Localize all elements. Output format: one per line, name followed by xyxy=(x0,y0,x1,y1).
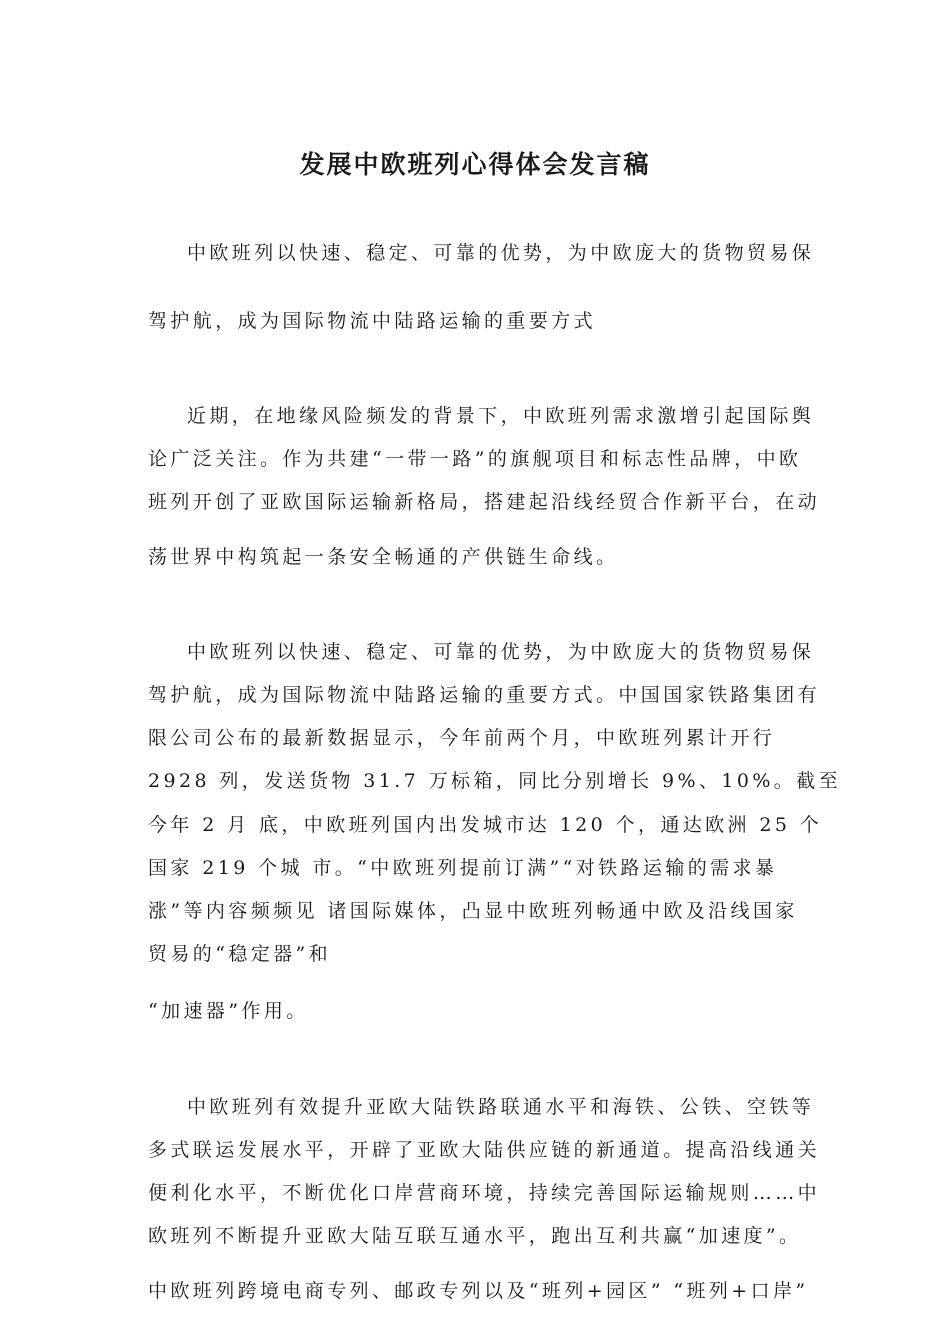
paragraph-2-line-4: 荡世界中构筑起一条安全畅通的产供链生命线。 xyxy=(148,546,619,568)
paragraph-3-line-3: 限公司公布的最新数据显示，今年前两个月，中欧班列累计开行 xyxy=(148,727,776,749)
paragraph-1-line-1: 中欧班列以快速、稳定、可靠的优势，为中欧庞大的货物贸易保 xyxy=(187,242,815,264)
paragraph-3-line-5: 今年 2 月 底，中欧班列国内出发城市达 120 个，通达欧洲 25 个 xyxy=(148,814,823,836)
paragraph-3-line-8: 贸易的“稳定器”和 xyxy=(148,943,332,965)
document-title: 发展中欧班列心得体会发言稿 xyxy=(299,150,651,179)
paragraph-3-line-2: 驾护航，成为国际物流中陆路运输的重要方式。中国国家铁路集团有 xyxy=(148,684,821,706)
paragraph-3-line-7: 涨”等内容频频见 诸国际媒体，凸显中欧班列畅通中欧及沿线国家 xyxy=(148,900,798,922)
paragraph-3-line-6: 国家 219 个城 市。“中欧班列提前订满”“对铁路运输的需求暴 xyxy=(148,857,778,879)
paragraph-2-line-1: 近期，在地缘风险频发的背景下，中欧班列需求激增引起国际舆 xyxy=(187,405,815,427)
paragraph-3-line-9: “加速器”作用。 xyxy=(148,1000,309,1022)
paragraph-4-line-2: 多式联运发展水平，开辟了亚欧大陆供应链的新通道。提高沿线通关 xyxy=(148,1139,821,1161)
paragraph-3-line-4: 2928 列，发送货物 31.7 万标箱，同比分别增长 9%、10%。截至 xyxy=(148,770,841,792)
paragraph-4-line-5: 中欧班列跨境电商专列、邮政专列以及“班列+园区” “班列+口岸” xyxy=(148,1280,809,1302)
paragraph-1-line-2: 驾护航，成为国际物流中陆路运输的重要方式 xyxy=(148,310,597,332)
paragraph-4-line-4: 欧班列不断提升亚欧大陆互联互通水平，跑出互利共赢“加速度”。 xyxy=(148,1225,802,1247)
paragraph-4-line-1: 中欧班列有效提升亚欧大陆铁路联通水平和海铁、公铁、空铁等 xyxy=(187,1096,815,1118)
paragraph-3-line-1: 中欧班列以快速、稳定、可靠的优势，为中欧庞大的货物贸易保 xyxy=(187,641,815,663)
paragraph-2-line-3: 班列开创了亚欧国际运输新格局，搭建起沿线经贸合作新平台，在动 xyxy=(148,491,821,513)
paragraph-4-line-3: 便利化水平，不断优化口岸营商环境，持续完善国际运输规则……中 xyxy=(148,1182,821,1204)
paragraph-2-line-2: 论广泛关注。作为共建“一带一路”的旗舰项目和标志性品牌，中欧 xyxy=(148,448,802,470)
